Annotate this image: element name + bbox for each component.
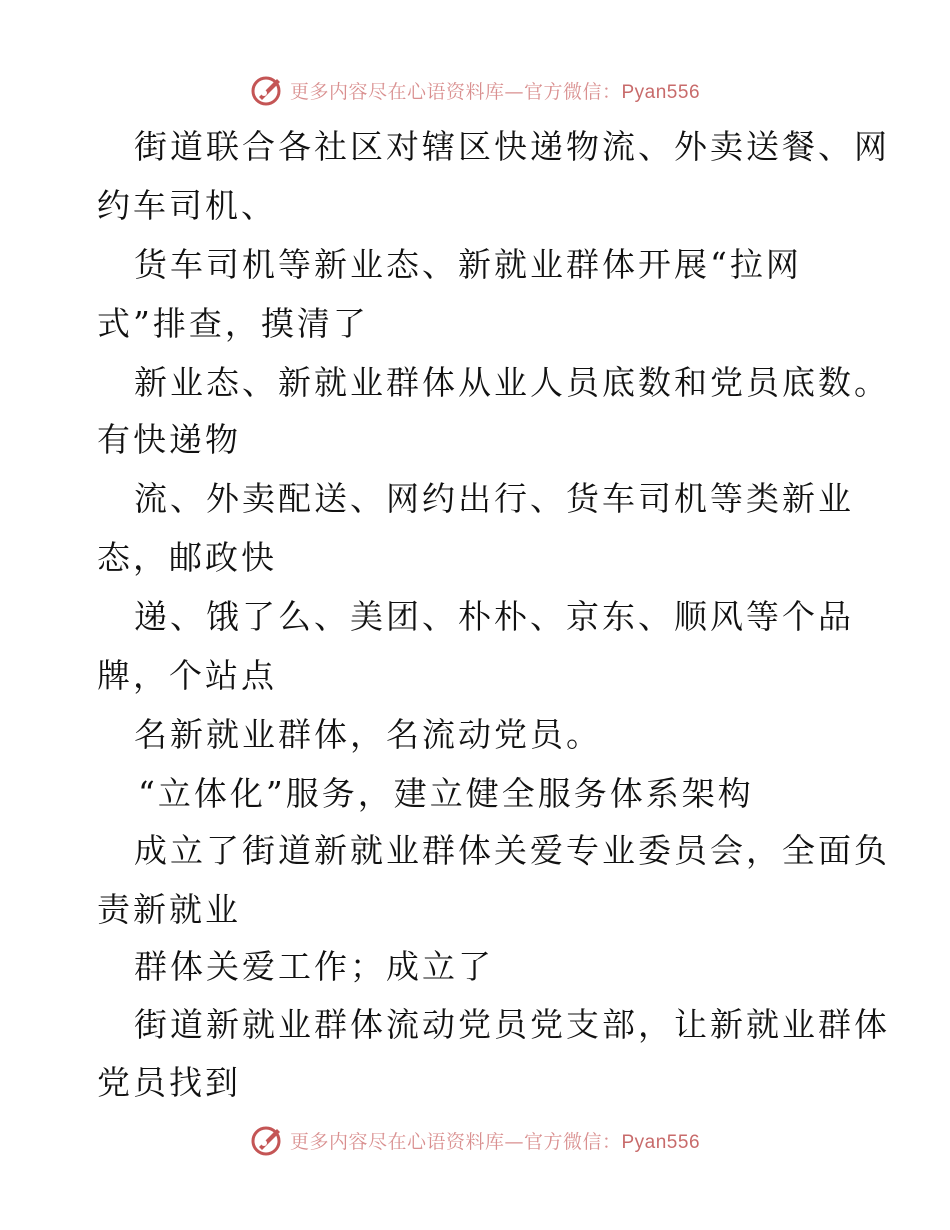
body-line: 街道联合各社区对辖区快递物流、外卖送餐、网	[134, 127, 890, 166]
body-line: 成立了街道新就业群体关爱专业委员会，全面负	[134, 831, 890, 870]
quill-logo-icon	[250, 1123, 284, 1157]
watermark-text: 更多内容尽在心语资料库—官方微信：Pyan556	[289, 80, 701, 103]
watermark-text: 更多内容尽在心语资料库—官方微信：Pyan556	[289, 1130, 701, 1153]
body-line: 街道新就业群体流动党员党支部，让新就业群体	[134, 1005, 890, 1044]
header-watermark	[0, 72, 950, 108]
body-line: 约车司机、	[97, 186, 277, 225]
body-line: 群体关爱工作；成立了	[134, 947, 494, 986]
body-line: 党员找到	[97, 1063, 241, 1102]
section-heading: “立体化”服务，建立健全服务体系架构	[138, 774, 754, 813]
body-line: 式”排查，摸清了	[97, 304, 369, 343]
body-line: 责新就业	[97, 890, 241, 929]
body-line: 名新就业群体，名流动党员。	[134, 715, 602, 754]
body-line: 流、外卖配送、网约出行、货车司机等类新业	[134, 479, 854, 518]
body-line: 有快递物	[97, 420, 241, 459]
footer-watermark	[0, 1122, 950, 1158]
body-line: 牌，个站点	[97, 656, 277, 695]
body-line: 货车司机等新业态、新就业群体开展“拉网	[134, 245, 802, 284]
quill-logo-icon	[250, 73, 284, 107]
body-line: 态，邮政快	[97, 538, 277, 577]
body-line: 新业态、新就业群体从业人员底数和党员底数。	[134, 363, 890, 402]
body-line: 递、饿了么、美团、朴朴、京东、顺风等个品	[134, 597, 854, 636]
